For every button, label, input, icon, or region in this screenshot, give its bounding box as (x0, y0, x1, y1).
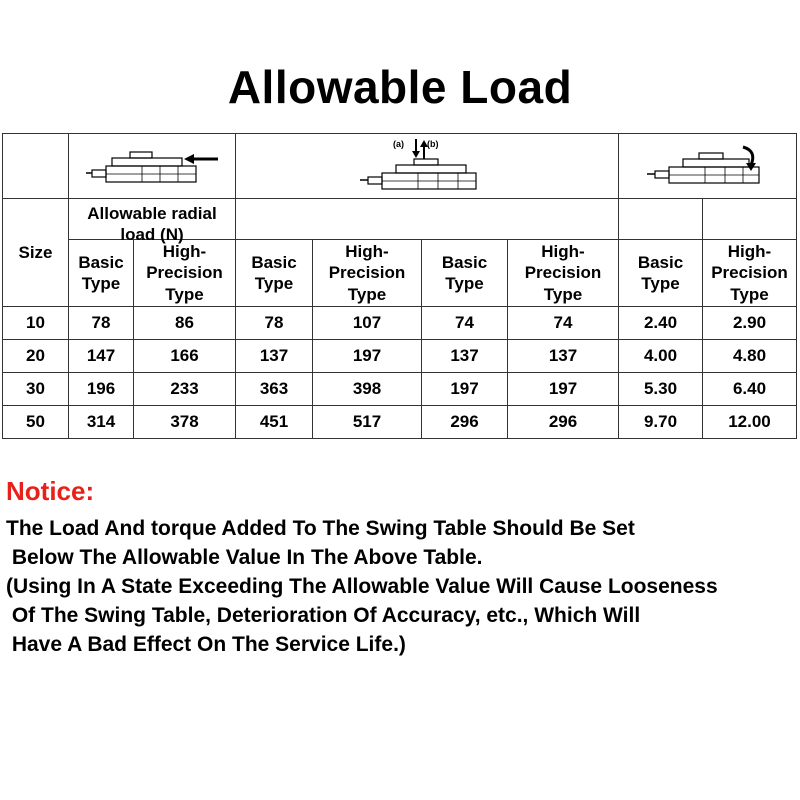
table-row (3, 340, 797, 373)
value-cell: 74 (508, 307, 619, 340)
value-cell: 166 (134, 340, 236, 373)
allowable-load-table (2, 133, 797, 439)
radial-load-diagram-cell (69, 134, 236, 199)
value-cell: 137 (508, 340, 619, 373)
type-header-row (3, 240, 797, 307)
notice-line: Below The Allowable Value In The Above Table. (6, 546, 483, 569)
value-cell: 147 (69, 340, 134, 373)
moment-load-diagram-cell (236, 134, 619, 199)
torque-actuator-icon (643, 141, 773, 191)
moment-label-cell (236, 199, 619, 240)
notice-line: Have A Bad Effect On The Service Life.) (6, 633, 406, 656)
value-cell: 197 (508, 373, 619, 406)
arrow-a-label: (a) (393, 139, 404, 149)
notice-line: (Using In A State Exceeding The Allowable Value Will Cause Looseness (6, 575, 718, 598)
value-cell: 12.00 (703, 406, 797, 439)
type-header-high-precision: High- Precision Type (508, 240, 619, 307)
torque-diagram-cell (619, 134, 797, 199)
allowable-radial-load-label-cell (69, 199, 236, 245)
value-cell: 5.30 (619, 373, 703, 406)
value-cell: 4.00 (619, 340, 703, 373)
value-cell: 2.90 (703, 307, 797, 340)
radial-load-actuator-icon (82, 143, 222, 189)
notice-heading: Notice: (6, 476, 95, 506)
value-cell: 197 (422, 373, 508, 406)
torque-label-cell-basic (619, 199, 703, 240)
radial-label-line2: load (N) (120, 225, 184, 245)
type-header-basic: Basic Type (619, 240, 703, 307)
notice-line: The Load And torque Added To The Swing Table Should Be Set (6, 517, 635, 540)
type-header-basic: Basic Type (69, 240, 134, 307)
value-cell: 517 (313, 406, 422, 439)
moment-load-actuator-icon (352, 137, 502, 195)
size-cell: 30 (3, 373, 69, 406)
value-cell: 196 (69, 373, 134, 406)
value-cell: 451 (236, 406, 313, 439)
value-cell: 137 (422, 340, 508, 373)
value-cell: 9.70 (619, 406, 703, 439)
value-cell: 74 (422, 307, 508, 340)
value-cell: 107 (313, 307, 422, 340)
diagram-row (3, 134, 797, 199)
value-cell: 78 (236, 307, 313, 340)
table-row (3, 406, 797, 439)
notice-line: Of The Swing Table, Deterioration Of Accuracy, etc., Which Will (6, 604, 641, 627)
value-cell: 363 (236, 373, 313, 406)
radial-label-row (3, 199, 797, 240)
value-cell: 296 (422, 406, 508, 439)
value-cell: 197 (313, 340, 422, 373)
type-header-high-precision: High- Precision Type (313, 240, 422, 307)
notice-body (6, 514, 798, 659)
value-cell: 378 (134, 406, 236, 439)
torque-label-cell-precision (703, 199, 797, 240)
value-cell: 137 (236, 340, 313, 373)
size-cell: 10 (3, 307, 69, 340)
page-title: Allowable Load (227, 61, 573, 113)
value-cell: 2.40 (619, 307, 703, 340)
radial-label-line1: Allowable radial (87, 204, 217, 223)
corner-cell (3, 134, 69, 199)
value-cell: 398 (313, 373, 422, 406)
table-row (3, 307, 797, 340)
size-cell: 20 (3, 340, 69, 373)
type-header-high-precision: High- Precision Type (703, 240, 797, 307)
type-header-basic: Basic Type (236, 240, 313, 307)
size-header: Size (3, 199, 69, 307)
arrow-b-label: (b) (427, 139, 439, 149)
value-cell: 86 (134, 307, 236, 340)
value-cell: 78 (69, 307, 134, 340)
value-cell: 296 (508, 406, 619, 439)
type-header-basic: Basic Type (422, 240, 508, 307)
value-cell: 4.80 (703, 340, 797, 373)
type-header-high-precision: High- Precision Type (134, 240, 236, 307)
value-cell: 314 (69, 406, 134, 439)
value-cell: 6.40 (703, 373, 797, 406)
size-cell: 50 (3, 406, 69, 439)
table-row (3, 373, 797, 406)
value-cell: 233 (134, 373, 236, 406)
